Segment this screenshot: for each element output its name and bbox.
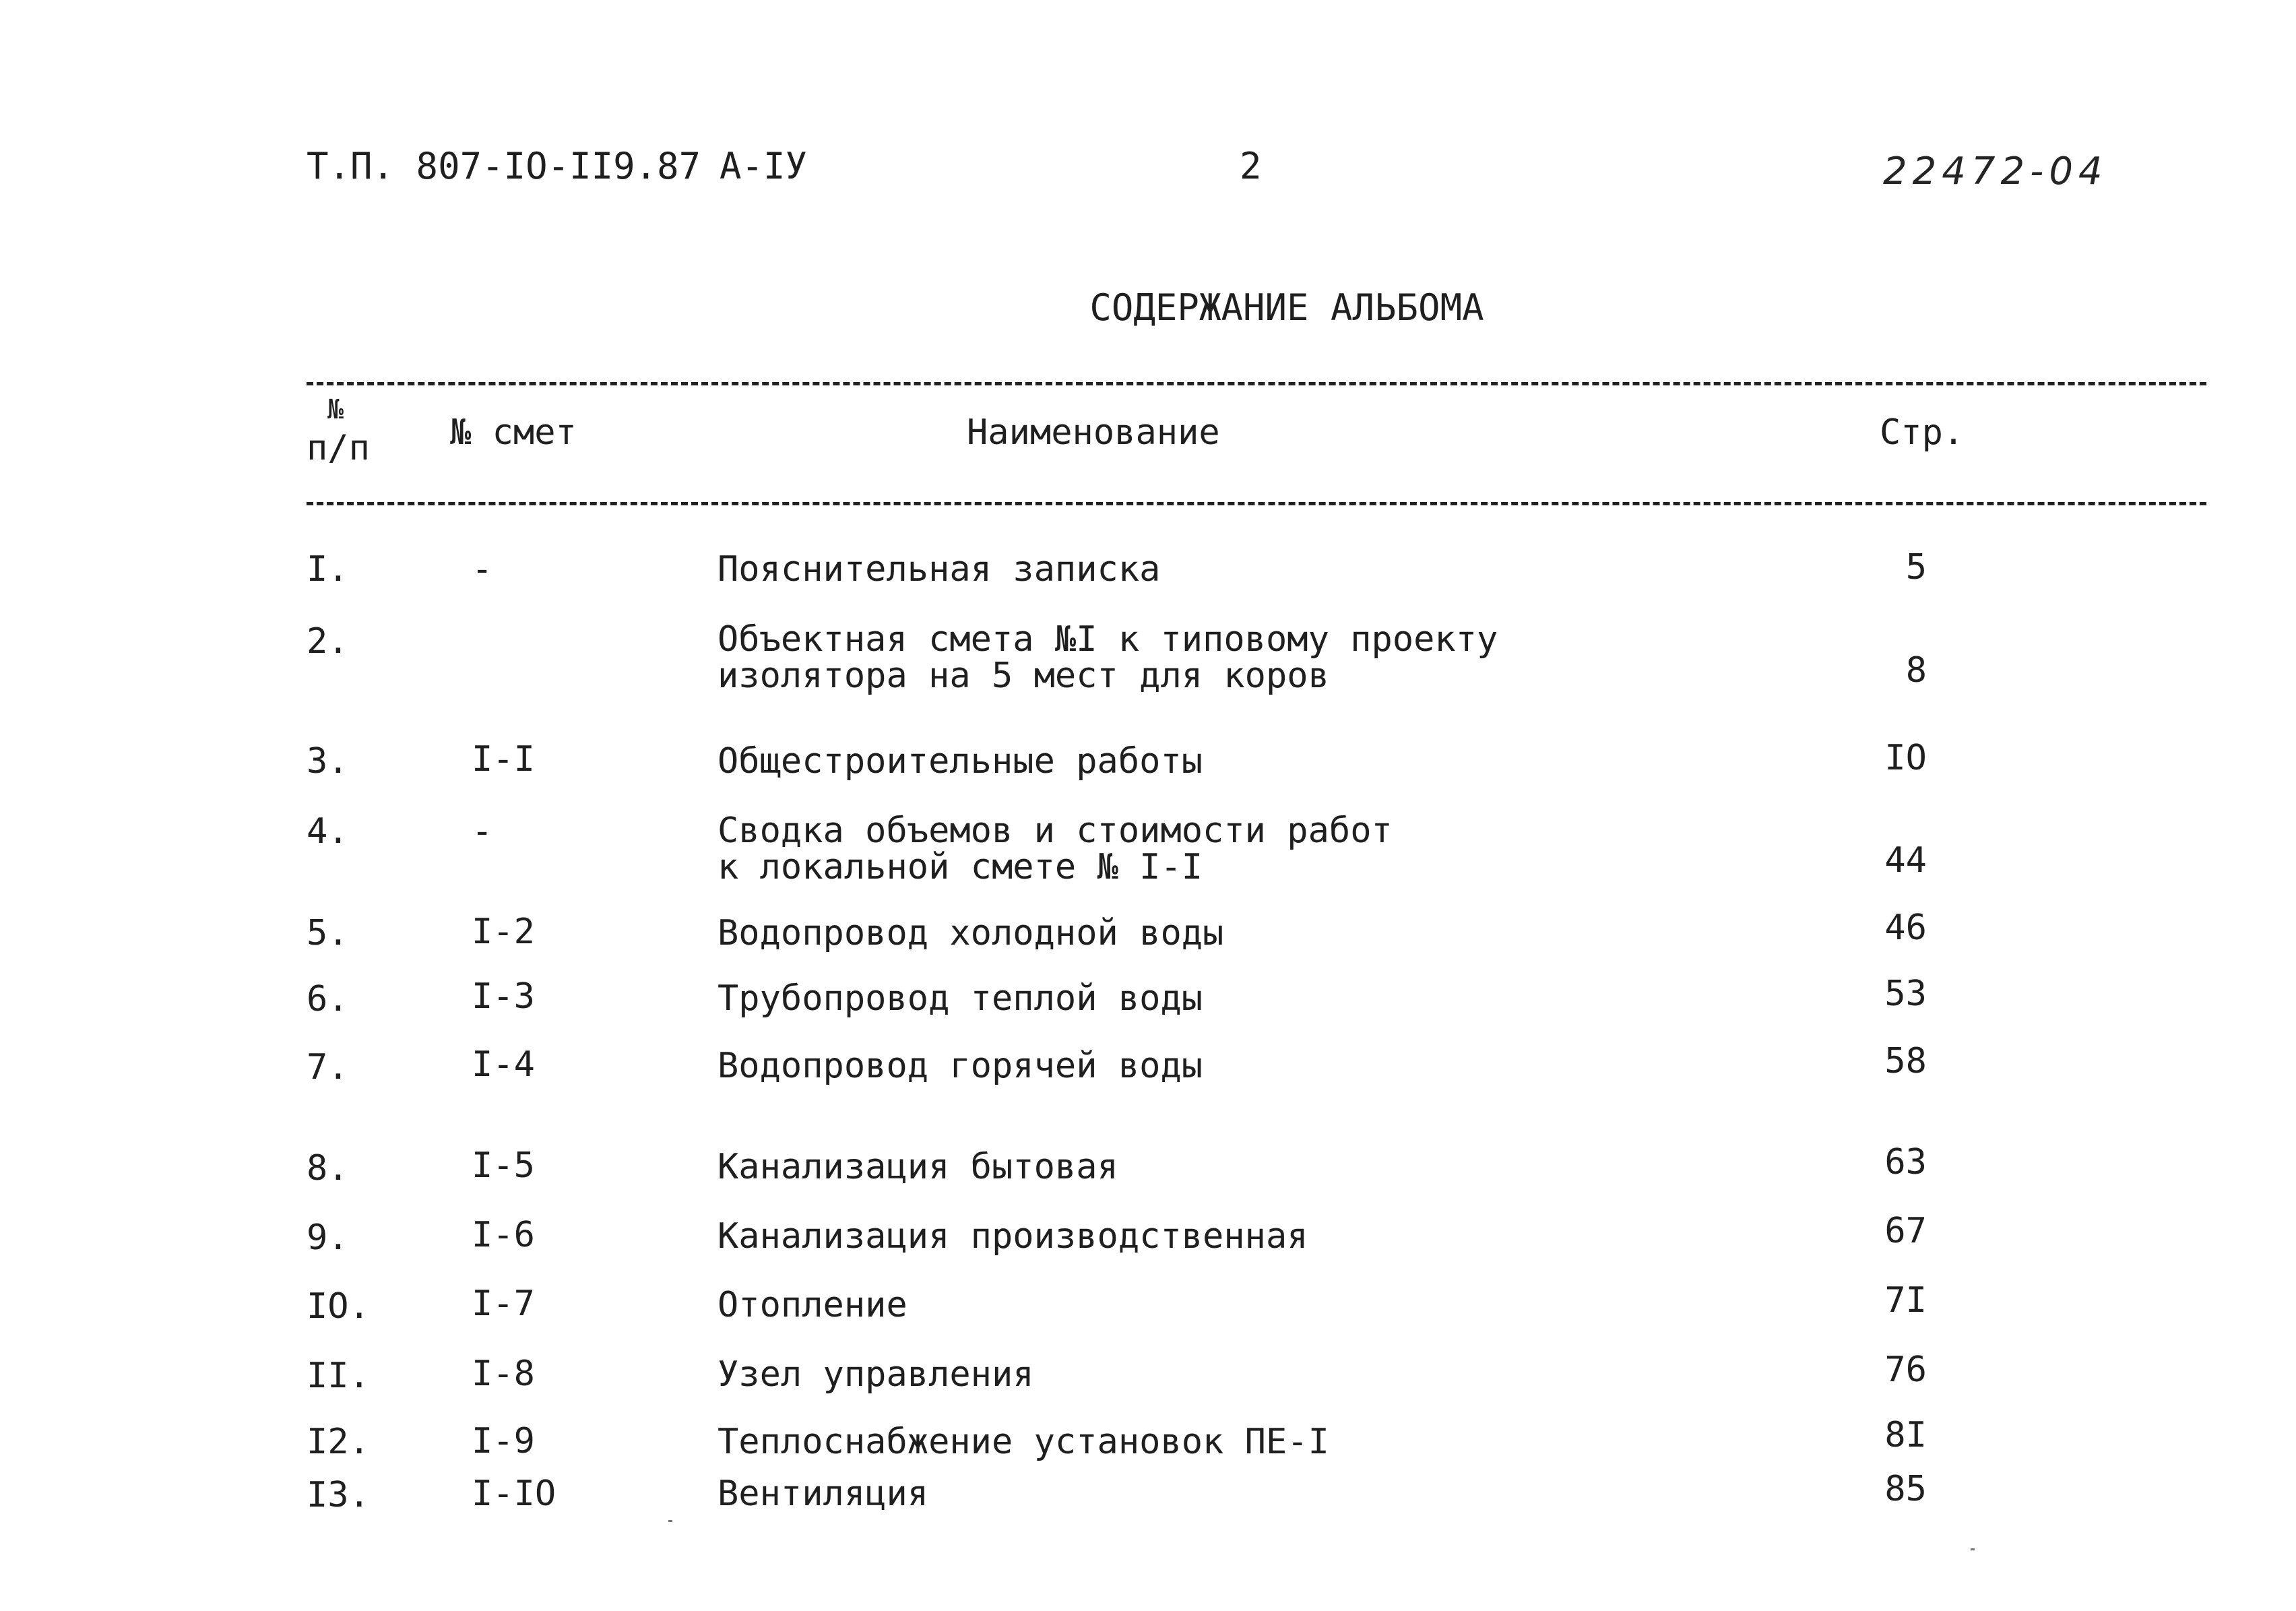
col-header-name: Наименование bbox=[967, 412, 1220, 453]
album-number: А-IУ bbox=[720, 145, 808, 187]
row-page: 58 bbox=[1884, 1041, 1927, 1081]
row-estimate: I-6 bbox=[472, 1215, 535, 1255]
scan-speck bbox=[668, 1520, 672, 1522]
row-name: Вентиляция bbox=[718, 1474, 929, 1514]
row-estimate: I-2 bbox=[472, 912, 535, 952]
row-number: 4. bbox=[307, 811, 349, 852]
row-page: 63 bbox=[1884, 1142, 1927, 1182]
row-page: 8I bbox=[1884, 1415, 1927, 1455]
row-estimate: I-3 bbox=[472, 976, 535, 1017]
row-name: Трубопровод теплой воды bbox=[718, 978, 1203, 1019]
row-page: 53 bbox=[1884, 974, 1927, 1014]
row-estimate: I-I bbox=[472, 739, 535, 780]
row-estimate: I-IO bbox=[472, 1474, 556, 1514]
row-name: Пояснительная записка bbox=[718, 549, 1161, 590]
row-page: 5 bbox=[1905, 547, 1927, 588]
row-name: Водопровод горячей воды bbox=[718, 1046, 1203, 1086]
inventory-number: 22472-04 bbox=[1883, 150, 2108, 193]
row-page: 85 bbox=[1884, 1469, 1927, 1509]
row-number: I3. bbox=[307, 1475, 370, 1515]
header-bottom-rule bbox=[307, 502, 2206, 505]
row-page: 7I bbox=[1884, 1280, 1927, 1321]
col-header-page: Стр. bbox=[1880, 412, 1965, 453]
row-name: Узел управления bbox=[718, 1354, 1034, 1395]
row-page: 76 bbox=[1884, 1350, 1927, 1390]
row-number: 7. bbox=[307, 1047, 349, 1087]
row-estimate: - bbox=[472, 811, 493, 852]
col-header-estimate: № смет bbox=[450, 412, 577, 453]
row-number: 9. bbox=[307, 1218, 349, 1258]
scan-speck bbox=[1971, 1548, 1975, 1550]
document-code: Т.П. 807-IO-II9.87 bbox=[307, 145, 701, 187]
row-estimate: - bbox=[472, 549, 493, 590]
row-page: 46 bbox=[1884, 908, 1927, 948]
page-title: СОДЕРЖАНИЕ АЛЬБОМА bbox=[1089, 286, 1484, 329]
row-number: I. bbox=[307, 549, 349, 590]
row-number: I2. bbox=[307, 1422, 370, 1462]
row-estimate: I-7 bbox=[472, 1284, 535, 1324]
row-number: 2. bbox=[307, 621, 349, 662]
row-number: 6. bbox=[307, 979, 349, 1019]
col-header-no-symbol: № bbox=[327, 394, 344, 425]
row-name: Объектная смета №I к типовому проекту изолятора на 5 мест для коров bbox=[718, 619, 1498, 696]
row-number: 5. bbox=[307, 913, 349, 953]
row-estimate: I-8 bbox=[472, 1354, 535, 1394]
row-number: 3. bbox=[307, 741, 349, 782]
row-name: Общестроительные работы bbox=[718, 741, 1203, 782]
row-name: Канализация производственная bbox=[718, 1216, 1308, 1257]
row-estimate: I-4 bbox=[472, 1044, 535, 1085]
col-header-no: п/п bbox=[307, 428, 370, 468]
page-number: 2 bbox=[1240, 145, 1262, 187]
row-name: Теплоснабжение установок ПЕ-I bbox=[718, 1422, 1329, 1462]
row-estimate: I-5 bbox=[472, 1145, 535, 1186]
row-page: 44 bbox=[1884, 840, 1927, 881]
row-number: 8. bbox=[307, 1148, 349, 1189]
row-name: Отопление bbox=[718, 1285, 907, 1325]
row-page: 8 bbox=[1905, 650, 1927, 691]
row-number: IO. bbox=[307, 1286, 370, 1327]
row-page: 67 bbox=[1884, 1211, 1927, 1251]
row-name: Канализация бытовая bbox=[718, 1147, 1118, 1187]
row-page: IO bbox=[1884, 738, 1927, 778]
header-top-rule bbox=[307, 382, 2206, 385]
row-estimate: I-9 bbox=[472, 1421, 535, 1461]
row-name: Водопровод холодной воды bbox=[718, 913, 1224, 953]
row-name: Сводка объемов и стоимости работ к локальной смете № I-I bbox=[718, 811, 1393, 887]
row-number: II. bbox=[307, 1356, 370, 1396]
